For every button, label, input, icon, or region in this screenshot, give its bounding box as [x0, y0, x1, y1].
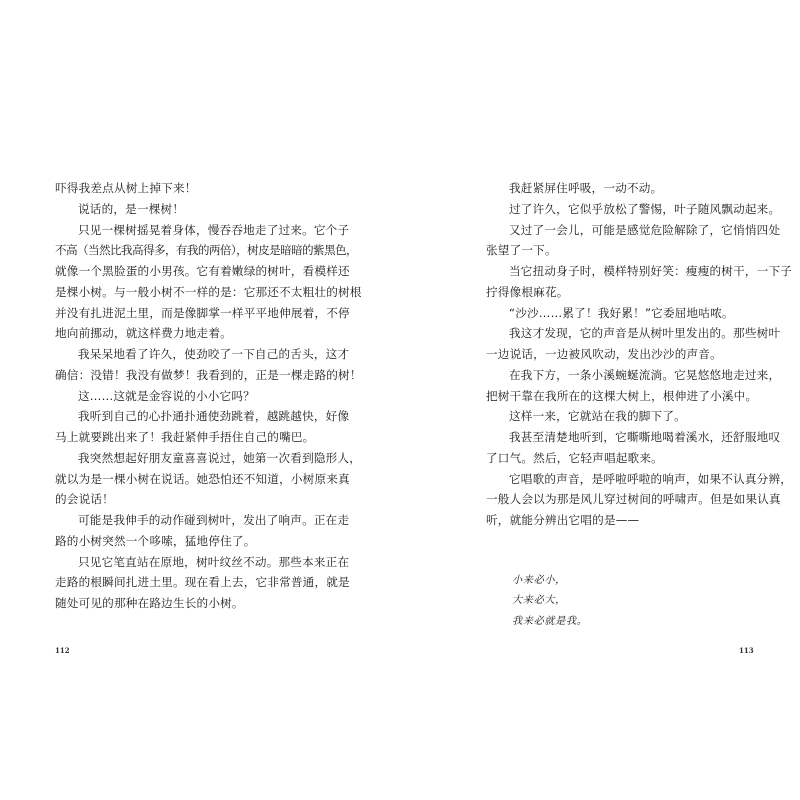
text-line: 一般人会以为那是风儿穿过树间的呼啸声。但是如果认真 [486, 492, 781, 507]
text-line: 可能是我伸手的动作碰到树叶，发出了响声。正在走 [78, 513, 350, 527]
text-line: 我甚至清楚地听到，它嘶嘶地喝着溪水，还舒服地叹 [509, 430, 781, 444]
text-line: 说话的，是一棵树！ [78, 201, 185, 216]
text-line: 地向前挪动，就这样费力地走着。 [55, 326, 232, 341]
text-line: 拧得像根麻花。 [486, 284, 569, 299]
text-line: 我突然想起好朋友童喜喜说过，她第一次看到隐形人， [78, 450, 362, 465]
text-line: 这样一来，它就站在我的脚下了。 [509, 409, 686, 424]
text-line: 这……这就是金容说的小小它吗？ [78, 388, 255, 403]
text-line: 我听到自己的心扑通扑通使劲跳着，越跳越快，好像 [78, 409, 350, 424]
text-line: 确信：没错！我没有做梦！我看到的，正是一棵走路的树！ [55, 367, 362, 382]
text-line: 就像一个黑脸蛋的小男孩。它有着嫩绿的树叶，看模样还 [55, 264, 350, 278]
text-line: 随处可见的那种在路边生长的小树。 [55, 596, 244, 610]
text-line: 了口气。然后，它轻声唱起歌来。 [486, 450, 663, 465]
text-line: 它唱歌的声音，是呼啦呼啦的响声，如果不认真分辨， [509, 471, 793, 486]
right-page [486, 178, 793, 632]
text-line: 并没有扎进泥土里，而是像脚掌一样平平地伸展着，不停 [55, 305, 350, 320]
text-line: 过了许久，它似乎放松了警惕，叶子随风飘动起来。 [509, 201, 781, 216]
text-line: 我这才发现，它的声音是从树叶里发出的。那些树叶 [509, 326, 781, 341]
text-line: 马上就要跳出来了！我赶紧伸手捂住自己的嘴巴。 [55, 430, 315, 444]
text-line: 在我下方，一条小溪蜿蜒流淌。它晃悠悠地走过来， [509, 367, 781, 382]
song-verse [486, 571, 768, 633]
text-line: “沙沙……累了！我好累！”它委屈地咕哝。 [509, 305, 734, 320]
text-line: 当它扭动身子时，模样特别好笑：瘦瘦的树干，一下子 [509, 264, 793, 278]
text-line: 不高（当然比我高得多，有我的两倍），树皮是暗暗的紫黑色， [55, 243, 358, 258]
page-number-right: 113 [739, 646, 754, 655]
text-line: 走路的根瞬间扎进土里。现在看上去，它非常普通，就是 [55, 575, 350, 590]
verse-line: 大来必大， [512, 595, 566, 607]
verse-line: 我来必就是我。 [512, 615, 588, 627]
text-line: 就以为是一棵小树在说话。她恐怕还不知道，小树原来真 [55, 471, 350, 486]
text-line: 吓得我差点从树上掉下来！ [55, 181, 197, 195]
text-line: 听，就能分辨出它唱的是—— [486, 513, 640, 527]
text-line: 是棵小树。与一般小树不一样的是：它那还不太粗壮的树根 [55, 284, 362, 299]
text-line: 的会说话！ [55, 492, 114, 507]
verse-line: 小来必小， [512, 574, 566, 586]
left-page [55, 178, 362, 614]
text-line: 一边说话，一边被风吹动，发出沙沙的声音。 [486, 347, 722, 361]
text-line: 张望了一下。 [486, 243, 557, 258]
text-line: 只见一棵树摇晃着身体，慢吞吞地走了过来。它个子 [78, 222, 350, 237]
text-line: 路的小树突然一个哆嗦，猛地停住了。 [55, 533, 256, 548]
text-line: 我呆呆地看了许久，使劲咬了一下自己的舌头，这才 [78, 347, 350, 361]
text-line: 把树干靠在我所在的这棵大树上，根伸进了小溪中。 [486, 388, 758, 403]
page-number-left: 112 [55, 646, 70, 655]
text-line: 只见它笔直站在原地，树叶纹丝不动。那些本来正在 [78, 554, 350, 569]
text-line: 我赶紧屏住呼吸，一动不动。 [509, 181, 663, 195]
text-line: 又过了一会儿，可能是感觉危险解除了，它悄悄四处 [509, 222, 781, 237]
